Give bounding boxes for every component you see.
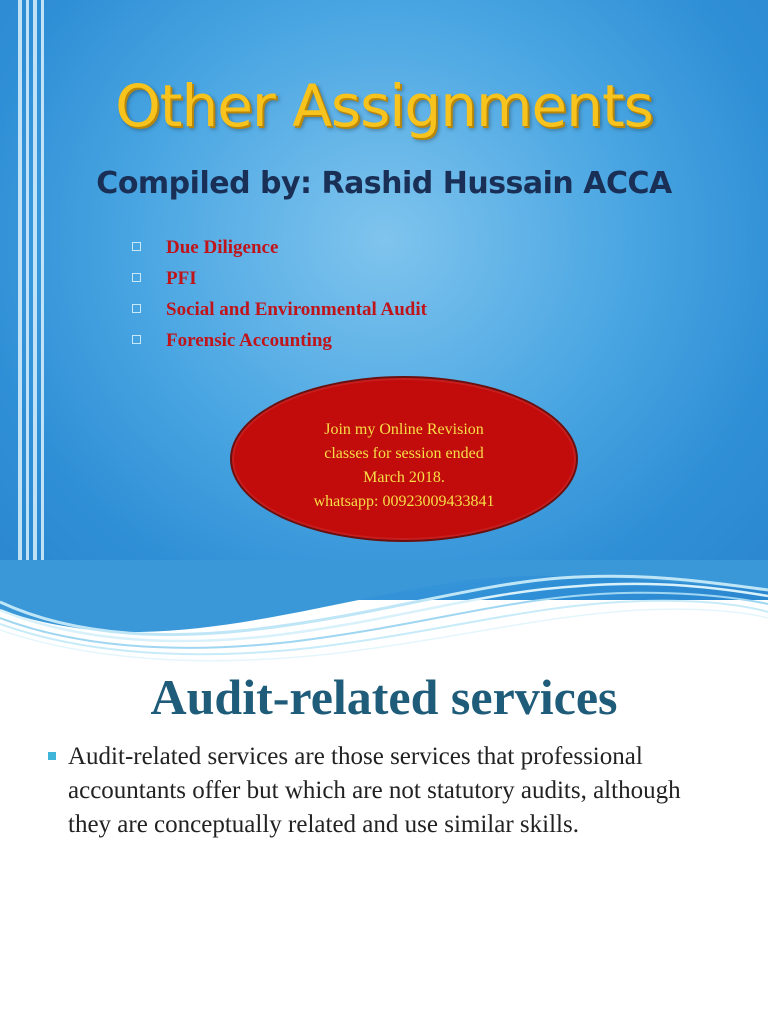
square-bullet-icon <box>48 752 56 760</box>
square-bullet-icon <box>132 335 141 344</box>
slide-subtitle: Compiled by: Rashid Hussain ACCA <box>96 166 672 201</box>
decorative-waves <box>0 560 768 680</box>
list-item: Due Diligence <box>130 232 427 263</box>
promo-line: whatsapp: 00923009433841 <box>313 493 495 510</box>
list-item: Forensic Accounting <box>130 325 427 356</box>
square-bullet-icon <box>132 304 141 313</box>
topic-list <box>130 232 427 356</box>
promo-oval <box>230 376 578 542</box>
promo-line: classes for session ended <box>324 445 484 462</box>
list-item: Social and Environmental Audit <box>130 294 427 325</box>
square-bullet-icon <box>132 242 141 251</box>
promo-line: Join my Online Revision <box>324 421 484 438</box>
body-text: Audit-related services are those services that professional accountants offer but which are not statutory audits, although they are conceptually related and use similar skills. <box>68 743 681 838</box>
body-paragraph <box>48 740 728 842</box>
slide-title: Other Assignments <box>115 72 653 140</box>
section-title: Audit-related services <box>150 669 618 725</box>
square-bullet-icon <box>132 273 141 282</box>
promo-line: March 2018. <box>363 469 445 486</box>
list-item: PFI <box>130 263 427 294</box>
promo-text <box>232 418 576 514</box>
